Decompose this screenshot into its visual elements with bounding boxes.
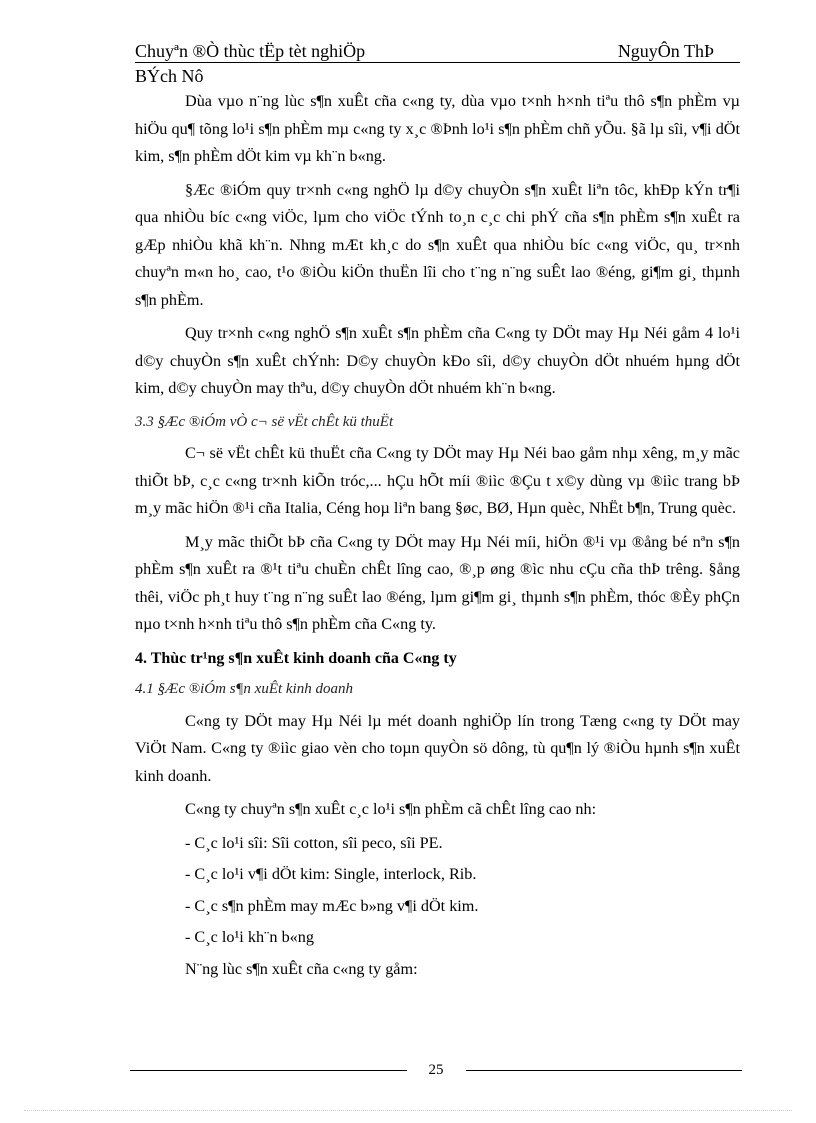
section-heading-4: 4. Thùc tr¹ng s¶n xuÊt kinh doanh cña C«ng ty	[135, 649, 457, 667]
paragraph: Dùa vµo n¨ng lùc s¶n xuÊt cña c«ng ty, dùa vµo t×nh h×nh tiªu thô s¶n phÈm vµ hiÖu qu¶ tõng lo¹i s¶n phÈm mµ c«ng ty x¸c ®Þnh lo¹i s¶n phÈm chñ yÕu. §ã lµ sîi, v¶i dÖt kim, s¶n phÈm dÖt kim vµ kh¨n b«ng.	[135, 92, 740, 165]
paragraph: C«ng ty DÖt may Hµ Néi lµ mét doanh nghiÖp lín trong Tæng c«ng ty DÖt may ViÖt Nam. C«ng ty ®iìc giao vèn cho toµn quyÒn sö dông, tù qu¶n lý ®iÒu hµnh s¶n xuÊt kinh doanh.	[135, 711, 740, 785]
page-footer	[130, 1062, 742, 1079]
page-number: 25	[428, 1062, 444, 1078]
paragraph: §Æc ®iÓm quy tr×nh c«ng nghÖ lµ d©y chuyÒn s¶n xuÊt liªn tôc, khÐp kÝn tr¶i qua nhiÒu bíc c«ng viÖc, lµm cho viÖc tÝnh to¸n c¸c chi phÝ cña s¶n phÈm s¶n xuÊt ra gÆp nhiÒu khã kh¨n. Nhng mÆt kh¸c do s¶n xuÊt qua nhiÒu bíc c«ng viÖc, qu¸ tr×nh chuyªn m«n ho¸ cao, t¹o ®iÒu kiÖn thuËn lîi cho t¨ng n¨ng suÊt lao ®éng, gi¶m gi¸ thµnh s¶n phÈm.	[135, 180, 740, 309]
header-author: NguyÔn ThÞ	[617, 41, 714, 61]
list-item: - C¸c lo¹i sîi: Sîi cotton, sîi peco, sîi PE.	[185, 833, 443, 852]
header-title: Chuyªn ®Ò thùc tËp tèt nghiÖp	[135, 41, 366, 61]
section-heading-4-1: 4.1 §Æc ®iÓm s¶n xuÊt kinh doanh	[135, 681, 353, 697]
page-bottom-border	[24, 1110, 792, 1111]
paragraph: C«ng ty chuyªn s¶n xuÊt c¸c lo¹i s¶n phÈm cã chÊt lîng cao nh:	[185, 800, 597, 818]
paragraph: M¸y mãc thiÕt bÞ cña C«ng ty DÖt may Hµ Néi míi, hiÖn ®¹i vµ ®ång bé nªn s¶n phÈm s¶n xuÊt ra ®¹t tiªu chuÈn chÊt lîng cao, ®¸p øng ®ìc nhu cÇu cña thÞ trêng. §ång thêi, viÖc ph¸t huy t¨ng n¨ng suÊt lao ®éng, lµm gi¶m gi¸ thµnh s¶n phÈm, thóc ®Èy phÇn nµo t×nh h×nh tiªu thô s¶n phÈm cña C«ng ty.	[135, 532, 740, 633]
list-item: - C¸c lo¹i kh¨n b«ng	[185, 928, 314, 946]
page-header	[135, 40, 740, 87]
paragraph: Quy tr×nh c«ng nghÖ s¶n xuÊt s¶n phÈm cña C«ng ty DÖt may Hµ Néi gåm 4 lo¹i d©y chuyÒn s¶n xuÊt chÝnh: D©y chuyÒn kÐo sîi, d©y chuyÒn dÖt nhuém hµng dÖt kim, d©y chuyÒn may thªu, d©y chuyÒn dÖt nhuém kh¨n b«ng.	[135, 324, 740, 397]
section-heading-3-3: 3.3 §Æc ®iÓm vÒ c¬ së vËt chÊt kü thuËt	[135, 413, 394, 430]
paragraph: C¬ së vËt chÊt kü thuËt cña C«ng ty DÖt may Hµ Néi bao gåm nhµ xêng, m¸y mãc thiÕt bÞ, c¸c c«ng tr×nh kiÕn tróc,... hÇu hÕt míi ®iìc ®Çu t x©y dùng vµ ®iìc trang bÞ m¸y mãc hiÖn ®¹i cña Italia, Céng hoµ liªn bang §øc, BØ, Hµn quèc, NhËt b¶n, Trung quèc.	[135, 444, 740, 517]
list-item: - C¸c lo¹i v¶i dÖt kim: Single, interlock, Rib.	[185, 865, 477, 883]
header-row	[135, 40, 740, 63]
footer-rule-left	[130, 1070, 407, 1071]
list-item: - C¸c s¶n phÈm may mÆc b»ng v¶i dÖt kim.	[185, 896, 479, 915]
header-author-continued: BÝch Nô	[135, 66, 204, 86]
page-content	[135, 88, 740, 989]
closing-paragraph: N¨ng lùc s¶n xuÊt cña c«ng ty gåm:	[185, 959, 418, 978]
footer-rule-right	[466, 1070, 743, 1071]
